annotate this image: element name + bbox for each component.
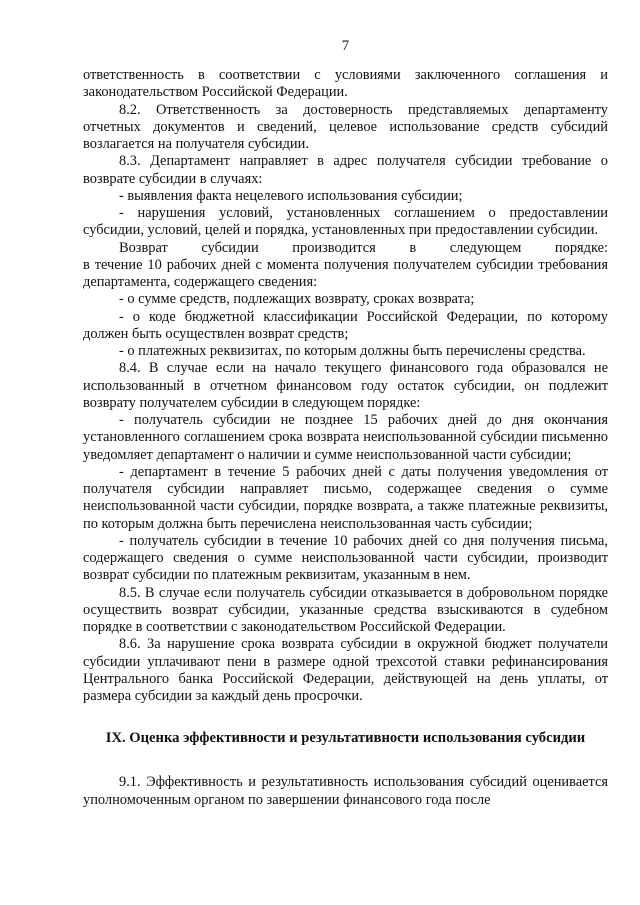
document-body-continued xyxy=(83,774,608,809)
paragraph: ответственность в соответствии с условиями заключенного соглашения и законодательством Российской Федерации. xyxy=(83,67,608,101)
list-item: - нарушения условий, установленных соглашением о предоставлении субсидии, условий, целей и порядка, установленных при предоставлении субсидии. xyxy=(83,205,608,239)
section-heading: IX. Оценка эффективности и результативности использования субсидии xyxy=(105,730,586,747)
page-number: 7 xyxy=(341,38,350,54)
list-item: - департамент в течение 5 рабочих дней с даты получения уведомления от получателя субсидии направляет письмо, содержащее сведения о сумме неиспользованной части субсидии, порядке возврата, а также платежные реквизиты, по которым должна быть перечислена неиспользованная часть субсидии; xyxy=(83,463,608,532)
list-item: - получатель субсидии не позднее 15 рабочих дней до дня окончания установленного соглашением срока возврата неиспользованной субсидии письменно уведомляет департамент о наличии и сумме неиспользованной части субсидии; xyxy=(83,412,608,463)
paragraph: 8.5. В случае если получатель субсидии отказывается в добровольном порядке осуществить возврат субсидии, указанные средства взыскиваются в судебном порядке в соответствии с законодательством Российской Федерации. xyxy=(83,584,608,635)
paragraph: в течение 10 рабочих дней с момента получения получателем субсидии требования департамента, содержащего сведения: xyxy=(83,256,608,290)
list-item: - о коде бюджетной классификации Российской Федерации, по которому должен быть осуществлен возврат средств; xyxy=(83,308,608,342)
paragraph: 8.4. В случае если на начало текущего финансового года образовался не использованный в отчетном финансовом году остаток субсидии, он подлежит возврату получателем субсидии в следующем порядке: xyxy=(83,360,608,411)
list-item: - выявления факта нецелевого использования субсидии; xyxy=(119,187,463,204)
paragraph: 8.3. Департамент направляет в адрес получателя субсидии требование о возврате субсидии в случаях: xyxy=(83,153,608,187)
document-body xyxy=(83,67,608,705)
paragraph: Возврат субсидии производится в следующем порядке: xyxy=(119,239,608,256)
paragraph: 9.1. Эффективность и результативность использования субсидий оценивается уполномоченным органом по завершении финансового года после xyxy=(83,774,608,808)
paragraph: 8.6. За нарушение срока возврата субсидии в окружной бюджет получатели субсидии уплачивают пени в размере одной трехсотой ставки рефинансирования Центрального банка Российской Федерации, действующей на день уплаты, от размера субсидии за каждый день просрочки. xyxy=(83,636,608,704)
paragraph: 8.2. Ответственность за достоверность представляемых департаменту отчетных документов и сведений, целевое использование средств субсидий возлагается на получателя субсидии. xyxy=(83,101,608,152)
list-item: - о сумме средств, подлежащих возврату, сроках возврата; xyxy=(119,291,475,308)
list-item: - получатель субсидии в течение 10 рабочих дней со дня получения письма, содержащего сведения о сумме неиспользованной части субсидии, производит возврат субсидии по платежным реквизитам, указанным в нем. xyxy=(83,532,608,584)
list-item: - о платежных реквизитах, по которым должны быть перечислены средства. xyxy=(119,343,586,359)
